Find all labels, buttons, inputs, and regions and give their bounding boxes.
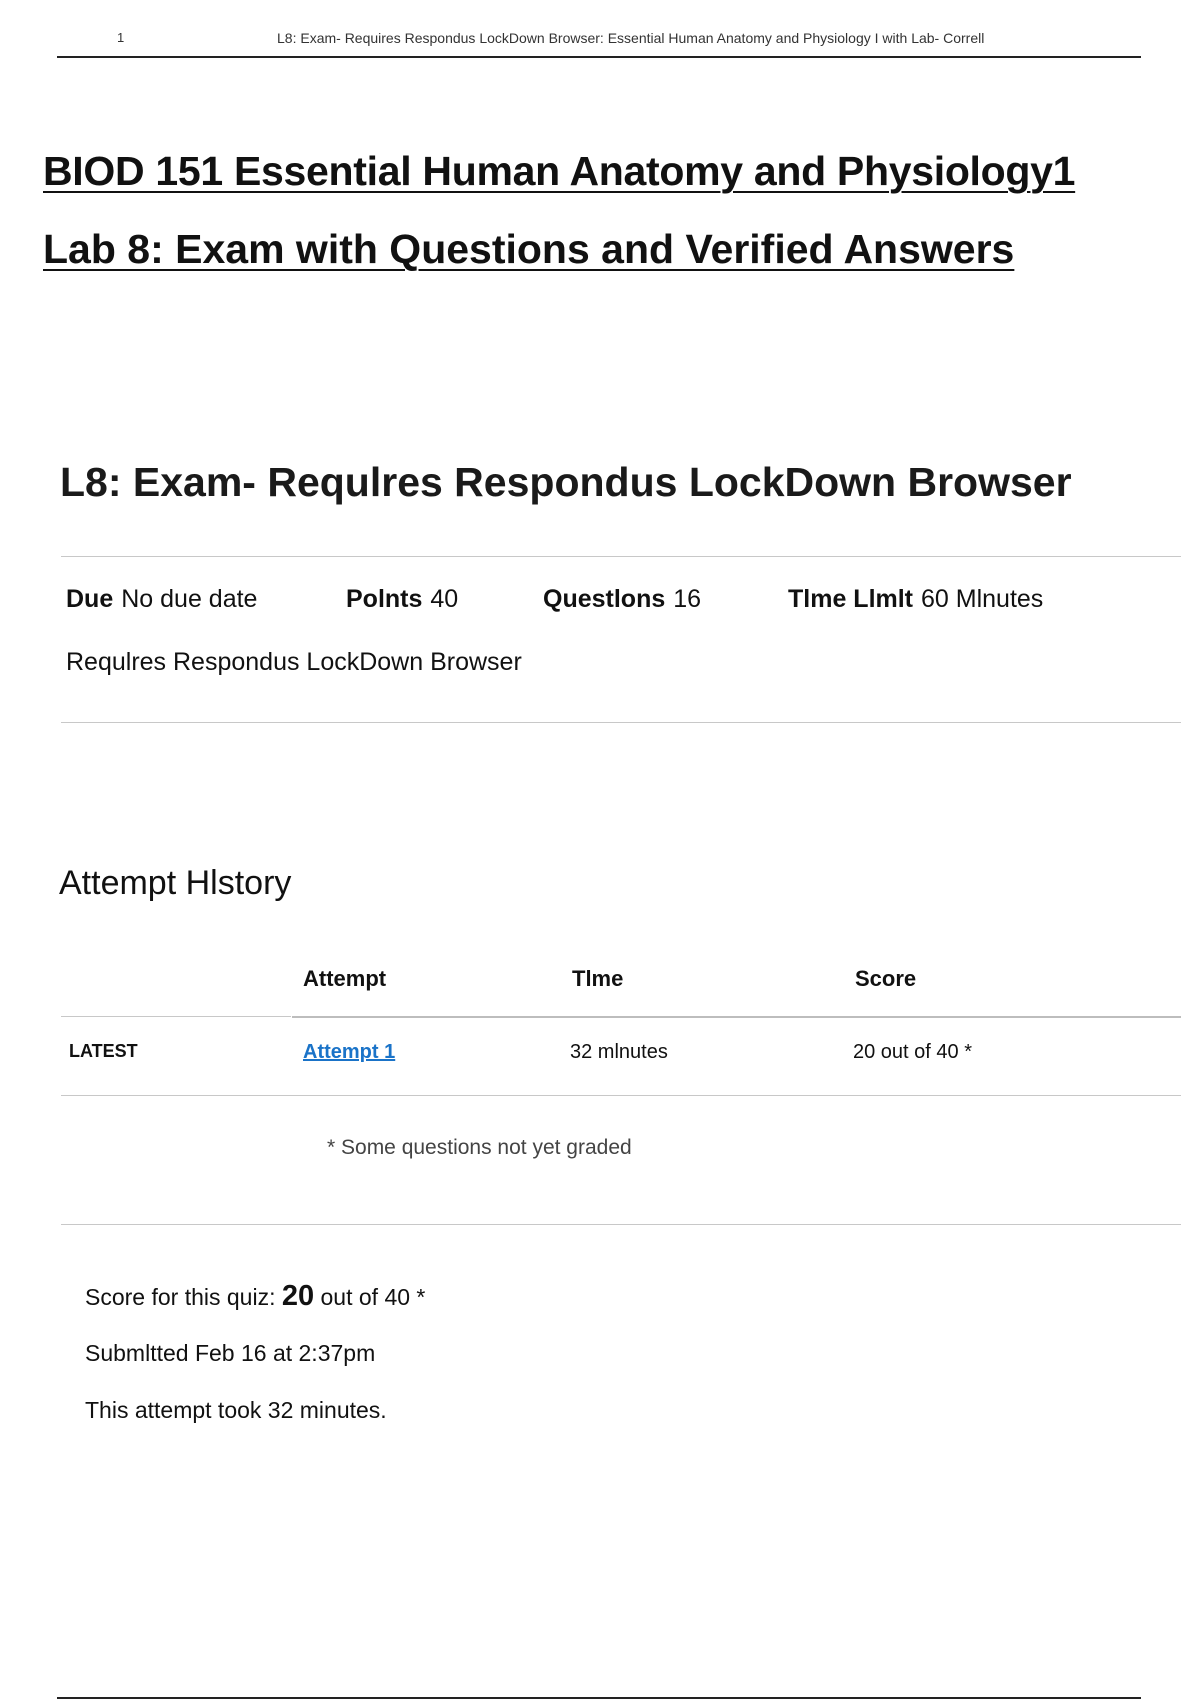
column-header-attempt: Attempt — [303, 966, 387, 991]
duration-line: This attempt took 32 minutes. — [85, 1397, 387, 1423]
due-value: No due date — [121, 585, 258, 613]
meta-time-limit — [788, 585, 1043, 614]
quiz-score-line — [85, 1280, 425, 1313]
questions-label: Questlons — [543, 585, 666, 613]
attempt-cell — [303, 1041, 395, 1064]
score-prefix: Score for this quiz: — [85, 1284, 276, 1310]
attempt-1-link[interactable]: Attempt 1 — [303, 1041, 396, 1063]
running-header — [57, 26, 1141, 58]
latest-badge: LATEST — [69, 1041, 138, 1061]
table-header-divider — [292, 1016, 1181, 1018]
divider — [61, 722, 1181, 723]
due-label: Due — [66, 585, 114, 613]
meta-due — [66, 585, 257, 614]
time-cell: 32 mlnutes — [570, 1041, 668, 1063]
meta-questions — [543, 585, 701, 614]
quiz-title: L8: Exam- Requlres Respondus LockDown Browser — [60, 459, 1072, 505]
document-title-line1: BIOD 151 Essential Human Anatomy and Physiology1 — [43, 148, 1076, 194]
score-value: 20 — [281, 1280, 315, 1312]
attempt-history-heading: Attempt Hlstory — [59, 864, 292, 902]
score-suffix: out of 40 * — [320, 1284, 426, 1310]
ungraded-footnote: * Some questions not yet graded — [327, 1136, 632, 1159]
table-header-divider-left — [61, 1016, 291, 1017]
questions-value: 16 — [673, 585, 702, 613]
column-header-time: Tlme — [572, 966, 624, 991]
page-number: 1 — [117, 30, 125, 45]
requires-lockdown-text: Requlres Respondus LockDown Browser — [66, 648, 522, 676]
divider — [61, 1224, 1181, 1225]
page-bottom-rule — [57, 1697, 1141, 1699]
meta-points — [346, 585, 458, 614]
points-value: 40 — [430, 585, 459, 613]
points-label: Polnts — [346, 585, 423, 613]
running-title: L8: Exam- Requires Respondus LockDown Browser: Essential Human Anatomy and Physiology I with Lab- Correll — [277, 30, 985, 46]
table-row-divider — [61, 1095, 1181, 1096]
submitted-line: Submltted Feb 16 at 2:37pm — [85, 1340, 376, 1366]
column-header-score: Score — [855, 966, 917, 991]
divider — [61, 556, 1181, 557]
score-cell: 20 out of 40 * — [853, 1041, 972, 1063]
time-limit-label: Tlme Llmlt — [788, 585, 914, 613]
time-limit-value: 60 Mlnutes — [921, 585, 1044, 613]
document-title-line2: Lab 8: Exam with Questions and Verified Answers — [43, 226, 1015, 272]
